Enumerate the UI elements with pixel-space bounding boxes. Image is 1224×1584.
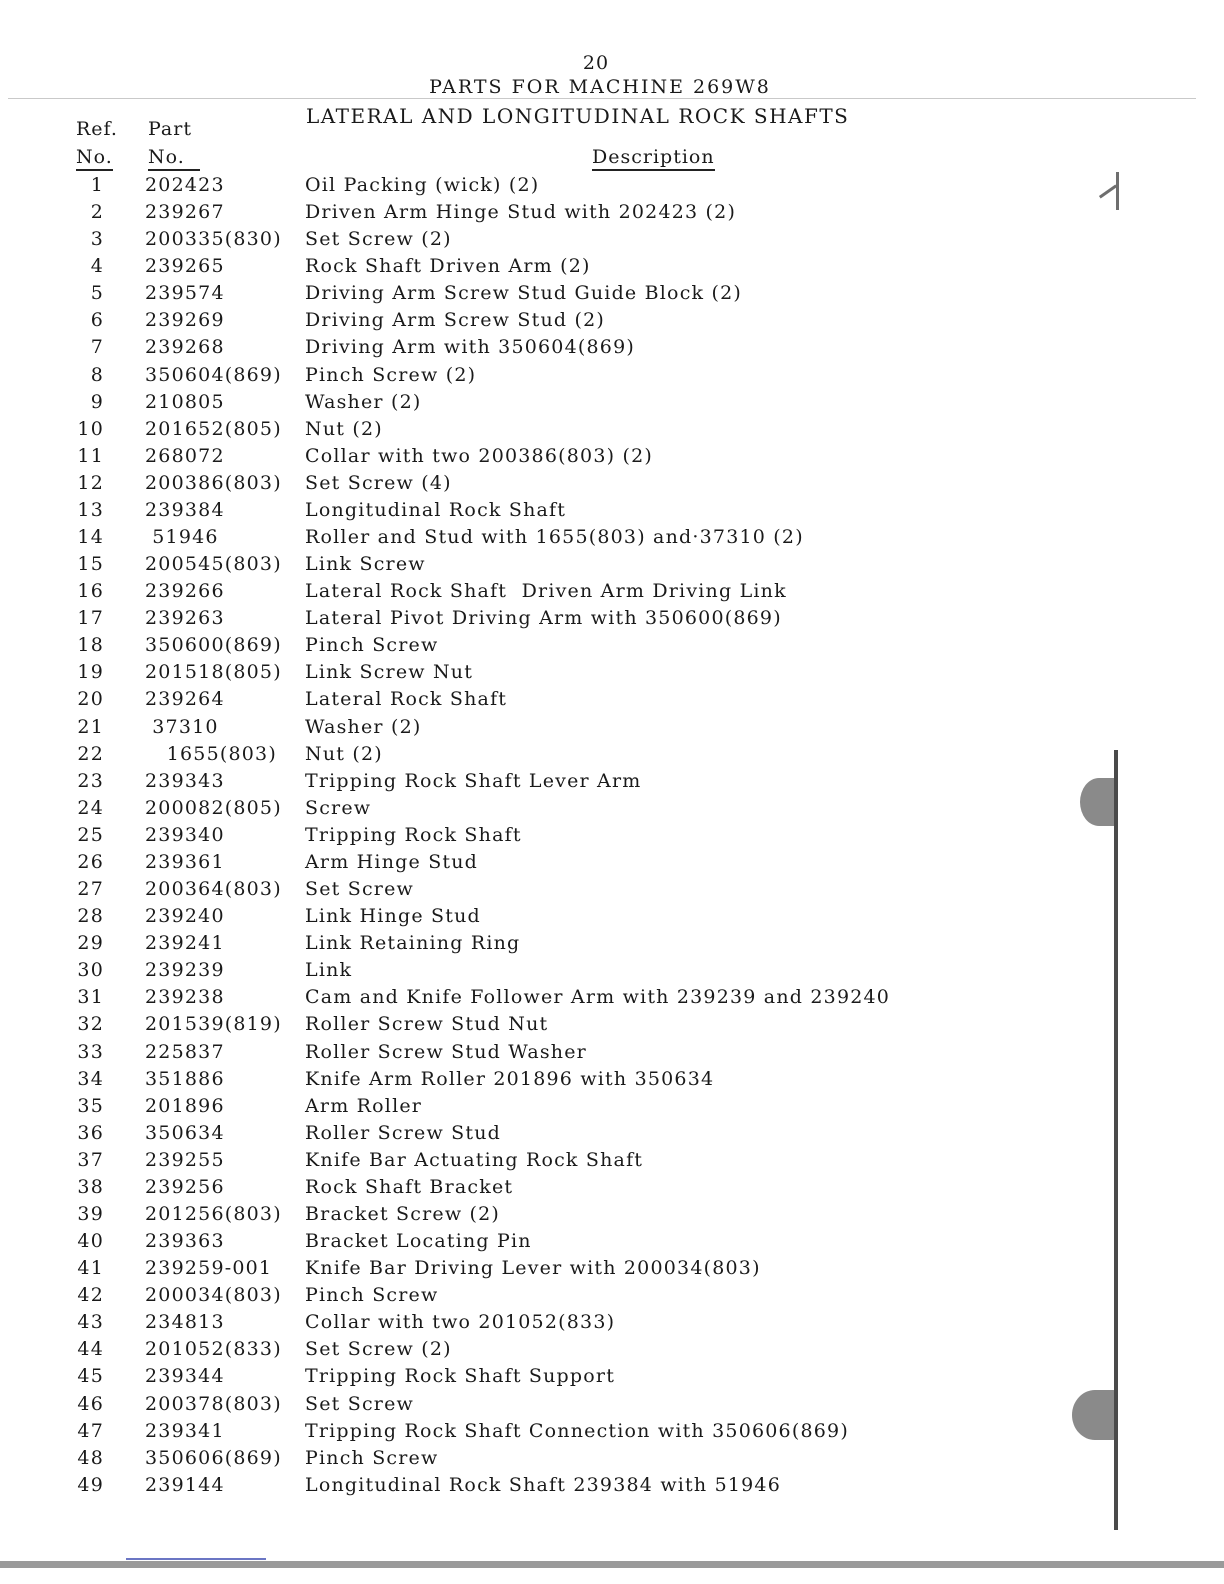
ref-number: 41: [77, 1257, 104, 1280]
part-description: Pinch Screw (2): [305, 363, 477, 386]
ref-number: 25: [77, 823, 104, 846]
part-description: Bracket Screw (2): [305, 1202, 501, 1225]
part-number: 201539(819): [145, 1013, 282, 1036]
ref-number: 35: [77, 1094, 104, 1117]
ref-number: 30: [77, 959, 104, 982]
ref-number: 17: [77, 607, 104, 630]
table-row: [0, 795, 1224, 822]
table-row: [0, 1174, 1224, 1201]
table-row: [0, 686, 1224, 713]
ref-number: 33: [77, 1040, 104, 1063]
table-row: [0, 1472, 1224, 1499]
part-description: Link Screw Nut: [305, 661, 474, 684]
section-subtitle: LATERAL AND LONGITUDINAL ROCK SHAFTS: [306, 104, 850, 128]
table-row: [0, 1011, 1224, 1038]
part-number: 239264: [145, 688, 225, 711]
ref-number: 1: [90, 174, 104, 196]
part-number: 37310: [145, 715, 219, 738]
part-number: 200364(803): [145, 878, 282, 901]
ref-number: 9: [90, 390, 104, 413]
part-number: 239269: [145, 309, 225, 332]
part-description: Tripping Rock Shaft Support: [305, 1365, 616, 1388]
header-rule: [8, 98, 1196, 99]
part-number: 200335(830): [145, 228, 282, 251]
ref-number: 15: [77, 553, 104, 576]
part-description: Nut (2): [305, 417, 383, 440]
part-number: 239363: [145, 1230, 225, 1253]
table-row: [0, 1228, 1224, 1255]
part-description: Link Retaining Ring: [305, 932, 521, 955]
part-description: Longitudinal Rock Shaft 239384 with 51946: [305, 1473, 782, 1496]
part-description: Screw: [305, 796, 372, 819]
page-title: PARTS FOR MACHINE 269W8: [429, 76, 771, 98]
part-number: 201518(805): [145, 661, 282, 684]
part-description: Knife Bar Actuating Rock Shaft: [305, 1148, 644, 1171]
ref-number: 13: [77, 498, 104, 521]
part-description: Set Screw (2): [305, 228, 452, 251]
part-number: 200378(803): [145, 1392, 282, 1415]
part-number: 239238: [145, 986, 225, 1009]
table-row: [0, 497, 1224, 524]
table-row: [0, 768, 1224, 795]
part-description: Link: [305, 959, 353, 982]
parts-list: [0, 172, 1224, 1499]
part-description: Washer (2): [305, 390, 422, 413]
ref-number: 32: [77, 1013, 104, 1036]
part-description: Driven Arm Hinge Stud with 202423 (2): [305, 201, 737, 224]
ref-number: 22: [77, 742, 104, 765]
part-number: 201896: [145, 1094, 225, 1117]
part-number: 200545(803): [145, 553, 282, 576]
ref-number: 40: [77, 1230, 104, 1253]
ref-number: 48: [77, 1446, 104, 1469]
footer-link-underline: [126, 1558, 266, 1560]
ref-number: 34: [77, 1067, 104, 1090]
part-number: 239241: [145, 932, 225, 955]
part-description: Washer (2): [305, 715, 422, 738]
ref-number: 24: [77, 796, 104, 819]
table-row: [0, 443, 1224, 470]
part-number: 1655(803): [145, 742, 277, 765]
table-row: [0, 930, 1224, 957]
table-row: [0, 551, 1224, 578]
table-row: [0, 1093, 1224, 1120]
part-number: 350634: [145, 1121, 225, 1144]
ref-number: 38: [77, 1175, 104, 1198]
part-description: Tripping Rock Shaft Connection with 350606(869): [305, 1419, 849, 1442]
table-row: [0, 280, 1224, 307]
table-row: [0, 1445, 1224, 1472]
ref-number: 21: [77, 715, 104, 738]
ref-number: 26: [77, 850, 104, 873]
table-row: [0, 876, 1224, 903]
part-number: 239574: [145, 282, 225, 305]
part-description: Longitudinal Rock Shaft: [305, 498, 567, 521]
ref-number: 23: [77, 769, 104, 792]
ref-number: 27: [77, 878, 104, 901]
ref-number: 8: [90, 363, 104, 386]
table-row: [0, 1282, 1224, 1309]
ref-number: 20: [77, 688, 104, 711]
table-row: [0, 307, 1224, 334]
table-row: [0, 1309, 1224, 1336]
scan-bottom-edge: [0, 1561, 1224, 1568]
part-number: 239340: [145, 823, 225, 846]
table-row: [0, 1066, 1224, 1093]
part-number: 239144: [145, 1473, 225, 1496]
table-row: [0, 416, 1224, 443]
part-number: 350600(869): [145, 634, 282, 657]
part-number: 239256: [145, 1175, 225, 1198]
ref-number: 45: [77, 1365, 104, 1388]
part-description: Set Screw: [305, 878, 414, 901]
table-row: [0, 334, 1224, 361]
part-number: 239343: [145, 769, 225, 792]
table-row: [0, 199, 1224, 226]
part-description: Bracket Locating Pin: [305, 1230, 532, 1253]
part-description: Link Hinge Stud: [305, 905, 481, 928]
table-row: [0, 1363, 1224, 1390]
part-description: Arm Roller: [305, 1094, 423, 1117]
ref-number: 3: [90, 228, 104, 251]
ref-number: 42: [77, 1284, 104, 1307]
ref-number: 28: [77, 905, 104, 928]
part-description: Tripping Rock Shaft: [305, 823, 522, 846]
part-description: Pinch Screw: [305, 1284, 439, 1307]
part-description: Rock Shaft Driven Arm (2): [305, 255, 591, 278]
table-row: [0, 822, 1224, 849]
table-row: [0, 957, 1224, 984]
part-number: 202423: [145, 174, 225, 196]
part-number: 201652(805): [145, 417, 282, 440]
part-number: 201052(833): [145, 1338, 282, 1361]
part-description: Set Screw (2): [305, 1338, 452, 1361]
part-description: Oil Packing (wick) (2): [305, 174, 540, 196]
table-row: [0, 903, 1224, 930]
ref-number: 16: [77, 580, 104, 603]
part-description: Roller Screw Stud: [305, 1121, 502, 1144]
part-description: Arm Hinge Stud: [305, 850, 479, 873]
part-number: 239266: [145, 580, 225, 603]
ref-number: 12: [77, 471, 104, 494]
ref-number: 11: [77, 444, 104, 467]
table-row: [0, 1391, 1224, 1418]
part-number: 200082(805): [145, 796, 282, 819]
part-description: Rock Shaft Bracket: [305, 1175, 514, 1198]
ref-number: 6: [90, 309, 104, 332]
part-description: Driving Arm Screw Stud (2): [305, 309, 605, 332]
table-row: [0, 1336, 1224, 1363]
part-number: 234813: [145, 1311, 225, 1334]
part-description: Pinch Screw: [305, 1446, 439, 1469]
ref-number: 47: [77, 1419, 104, 1442]
table-row: [0, 1418, 1224, 1445]
part-description: Pinch Screw: [305, 634, 439, 657]
table-row: [0, 849, 1224, 876]
part-number: 200386(803): [145, 471, 282, 494]
part-description: Driving Arm with 350604(869): [305, 336, 635, 359]
part-number: 200034(803): [145, 1284, 282, 1307]
part-description: Roller and Stud with 1655(803) and·37310 (2): [305, 526, 804, 549]
ref-header-line1: Ref.: [76, 118, 118, 140]
part-number: 350606(869): [145, 1446, 282, 1469]
part-description: Cam and Knife Follower Arm with 239239 and 239240: [305, 986, 891, 1009]
ref-number: 31: [77, 986, 104, 1009]
table-row: [0, 632, 1224, 659]
part-description: Lateral Pivot Driving Arm with 350600(869): [305, 607, 782, 630]
part-description: Set Screw: [305, 1392, 414, 1415]
part-description: Roller Screw Stud Nut: [305, 1013, 549, 1036]
scan-edge-mark: [1116, 172, 1119, 210]
part-description: Nut (2): [305, 742, 383, 765]
part-number: 225837: [145, 1040, 225, 1063]
ref-number: 10: [77, 417, 104, 440]
part-number: 239341: [145, 1419, 225, 1442]
ref-number: 7: [90, 336, 104, 359]
part-number: 239267: [145, 201, 225, 224]
table-row: [0, 470, 1224, 497]
part-number: 239239: [145, 959, 225, 982]
part-description: Knife Arm Roller 201896 with 350634: [305, 1067, 715, 1090]
table-row: [0, 1255, 1224, 1282]
part-description: Set Screw (4): [305, 471, 452, 494]
part-number: 239255: [145, 1148, 225, 1171]
ref-header-line2: No.: [76, 146, 113, 171]
table-row: [0, 1147, 1224, 1174]
table-row: [0, 714, 1224, 741]
ref-number: 5: [90, 282, 104, 305]
part-description: Link Screw: [305, 553, 426, 576]
scan-blot: [1080, 778, 1118, 826]
ref-number: 14: [77, 526, 104, 549]
table-row: [0, 226, 1224, 253]
part-number: 239240: [145, 905, 225, 928]
ref-number: 43: [77, 1311, 104, 1334]
table-row: [0, 741, 1224, 768]
part-description: Collar with two 201052(833): [305, 1311, 616, 1334]
description-header: Description: [592, 146, 715, 171]
ref-number: 4: [90, 255, 104, 278]
ref-number: 49: [77, 1473, 104, 1496]
part-description: Tripping Rock Shaft Lever Arm: [305, 769, 642, 792]
part-number: 268072: [145, 444, 225, 467]
table-row: [0, 605, 1224, 632]
part-number: 239268: [145, 336, 225, 359]
part-number: 350604(869): [145, 363, 282, 386]
ref-number: 2: [90, 201, 104, 224]
ref-number: 29: [77, 932, 104, 955]
part-description: Knife Bar Driving Lever with 200034(803): [305, 1257, 761, 1280]
part-description: Collar with two 200386(803) (2): [305, 444, 653, 467]
part-number: 239344: [145, 1365, 225, 1388]
part-description: Driving Arm Screw Stud Guide Block (2): [305, 282, 743, 305]
table-row: [0, 1120, 1224, 1147]
part-number: 201256(803): [145, 1202, 282, 1225]
part-number: 239361: [145, 850, 225, 873]
part-description: Lateral Rock Shaft: [305, 688, 508, 711]
ref-number: 37: [77, 1148, 104, 1171]
table-row: [0, 362, 1224, 389]
part-header-line2: No.: [148, 146, 200, 171]
table-row: [0, 1201, 1224, 1228]
ref-number: 44: [77, 1338, 104, 1361]
part-description: Roller Screw Stud Washer: [305, 1040, 587, 1063]
ref-number: 18: [77, 634, 104, 657]
table-row: [0, 253, 1224, 280]
part-number: 351886: [145, 1067, 225, 1090]
part-number: 239265: [145, 255, 225, 278]
part-number: 239263: [145, 607, 225, 630]
table-row: [0, 1039, 1224, 1066]
ref-number: 46: [77, 1392, 104, 1415]
scan-blot: [1072, 1390, 1118, 1440]
table-row: [0, 389, 1224, 416]
ref-number: 36: [77, 1121, 104, 1144]
part-number: 239384: [145, 498, 225, 521]
scan-edge-line: [1114, 750, 1118, 1530]
part-number: 51946: [145, 526, 219, 549]
table-row: [0, 659, 1224, 686]
part-number: 210805: [145, 390, 225, 413]
table-row: [0, 578, 1224, 605]
table-row: [0, 524, 1224, 551]
table-row: [0, 172, 1224, 199]
part-header-line1: Part: [148, 118, 192, 140]
ref-number: 19: [77, 661, 104, 684]
table-row: [0, 984, 1224, 1011]
part-number: 239259-001: [145, 1257, 273, 1280]
page-number: 20: [582, 52, 610, 74]
part-description: Lateral Rock Shaft Driven Arm Driving Link: [305, 580, 787, 603]
ref-number: 39: [77, 1202, 104, 1225]
